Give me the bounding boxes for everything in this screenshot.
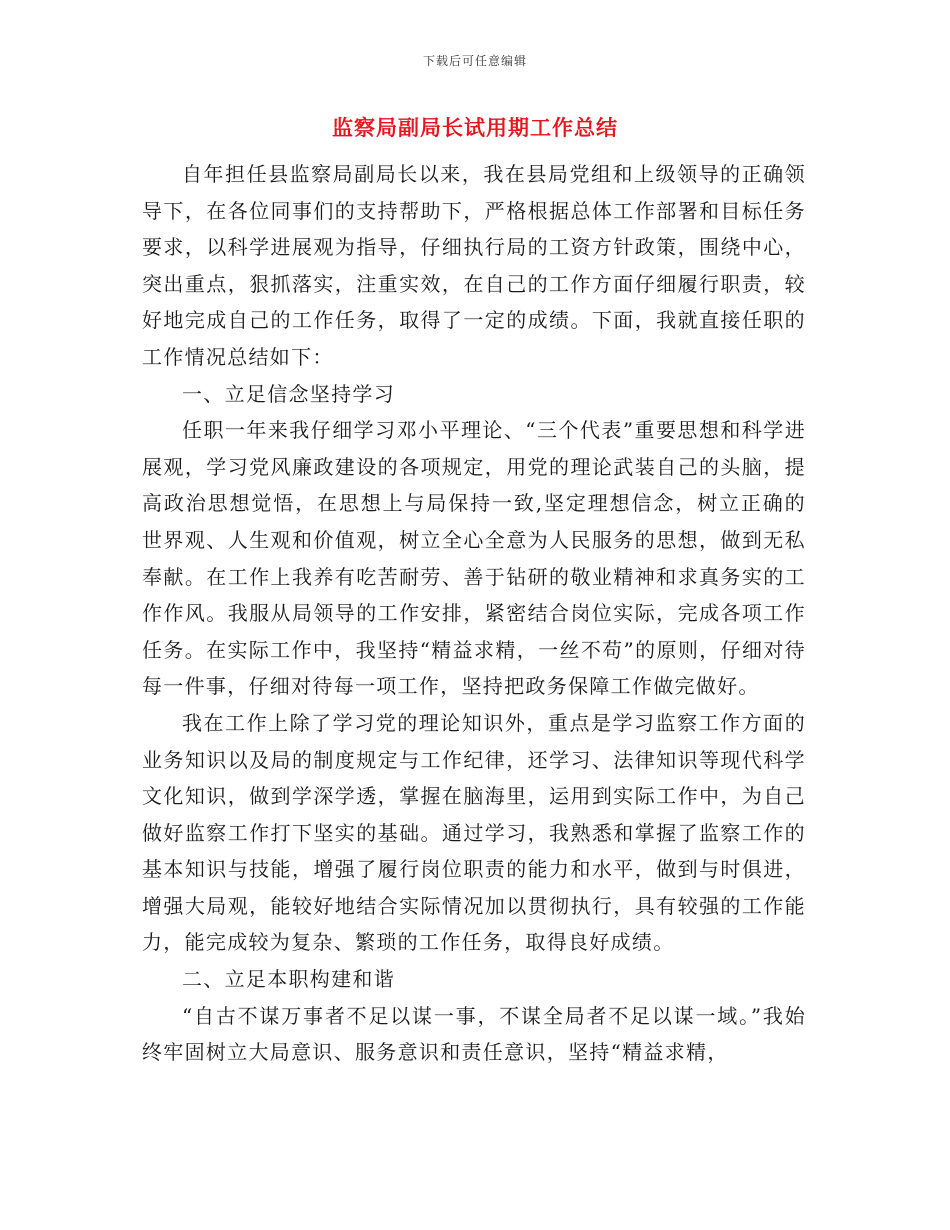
section-heading-2: 二、立足本职构建和谐 — [182, 967, 395, 992]
section-heading-1: 一、立足信念坚持学习 — [182, 381, 395, 406]
paragraph-overall-view: “自古不谋万事者不足以谋一事，不谋全局者不足以谋一域。”我始终牢固树立大局意识、服务意识和责任意识，坚持“精益求精， — [142, 1003, 806, 1065]
paragraph-study-theory: 任职一年来我仔细学习邓小平理论、“三个代表”重要思想和科学进展观，学习党风廉政建设的各项规定，用党的理论武装自己的头脑，提高政治思想觉悟，在思想上与局保持一致,坚定理想信念，树立正确的世界观、人生观和价值观，树立全心全意为人民服务的思想，做到无私奉献。在工作上我养有吃苦耐劳、善于钻研的敬业精神和求真务实的工作作风。我服从局领导的工作安排，紧密结合岗位实际，完成各项工作任务。在实际工作中，我坚持“精益求精，一丝不苟”的原则，仔细对待每一件事，仔细对待每一项工作，坚持把政务保障工作做完做好。 — [142, 418, 806, 699]
document-body — [142, 156, 806, 1071]
paragraph-intro: 自年担任县监察局副局长以来，我在县局党组和上级领导的正确领导下，在各位同事们的支持帮助下，严格根据总体工作部署和目标任务要求，以科学进展观为指导，仔细执行局的工资方针政策，围绕中心，突出重点，狠抓落实，注重实效，在自己的工作方面仔细履行职责，较好地完成自己的工作任务，取得了一定的成绩。下面，我就直接任职的工作情况总结如下： — [142, 162, 806, 369]
paragraph-study-business: 我在工作上除了学习党的理论知识外，重点是学习监察工作方面的业务知识以及局的制度规定与工作纪律，还学习、法律知识等现代科学文化知识，做到学深学透，掌握在脑海里，运用到实际工作中，为自己做好监察工作打下坚实的基础。通过学习，我熟悉和掌握了监察工作的基本知识与技能，增强了履行岗位职责的能力和水平，做到与时俱进，增强大局观，能较好地结合实际情况加以贯彻执行，具有较强的工作能力，能完成较为复杂、繁琐的工作任务，取得良好成绩。 — [142, 710, 806, 955]
document-title: 监察局副局长试用期工作总结 — [332, 116, 618, 140]
header-note: 下载后可任意编辑 — [422, 54, 527, 68]
